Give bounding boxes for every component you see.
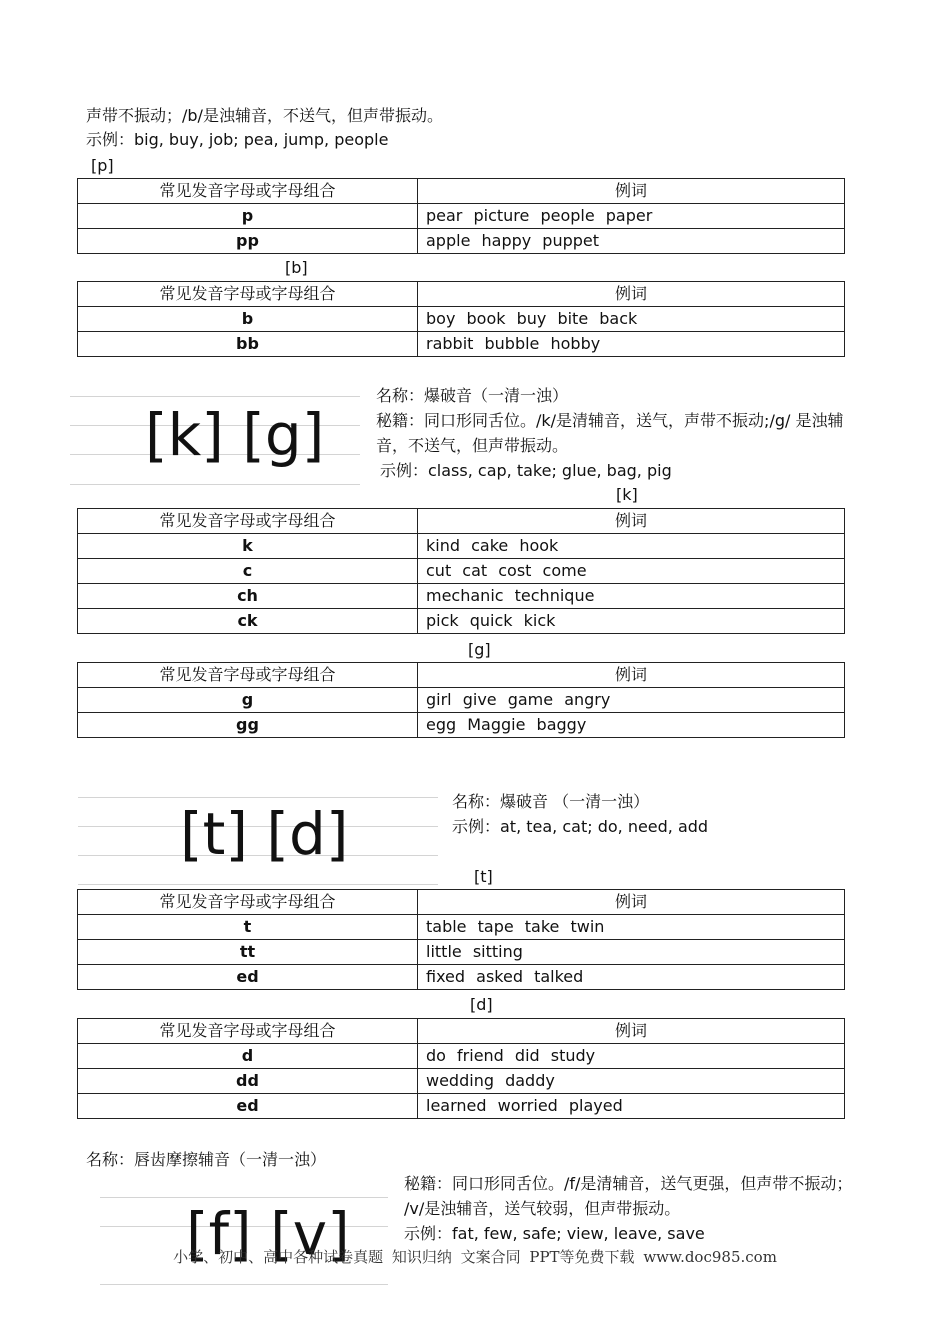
- table-row: [78, 1094, 845, 1119]
- letters-cell: ch: [78, 584, 418, 609]
- table-k: [77, 508, 845, 634]
- table-g: [77, 662, 845, 738]
- header-letters: 常见发音字母或字母组合: [78, 890, 418, 915]
- header-letters: 常见发音字母或字母组合: [78, 179, 418, 204]
- kg-tips-line-2: 音，不送气，但声带振动。: [376, 436, 569, 455]
- table-row: [78, 1044, 845, 1069]
- table-label-d: [d]: [470, 995, 493, 1014]
- table-row: [78, 965, 845, 990]
- kg-name: 名称：爆破音（一清一浊）: [376, 386, 569, 405]
- header-letters: 常见发音字母或字母组合: [78, 509, 418, 534]
- header-words: 例词: [418, 663, 845, 688]
- symbol-kg: [k] [g]: [145, 401, 325, 469]
- letters-cell: pp: [78, 229, 418, 254]
- fv-example: 示例：fat, few, safe; view, leave, save: [404, 1224, 705, 1243]
- intro-example: 示例：big, buy, job; pea, jump, people: [86, 130, 389, 149]
- kg-tips-line-1: 秘籍：同口形同舌位。/k/是清辅音，送气，声带不振动;/g/ 是浊辅: [376, 411, 844, 430]
- words-cell: do friend did study: [418, 1044, 845, 1069]
- table-header-row: [78, 1019, 845, 1044]
- letters-cell: ed: [78, 1094, 418, 1119]
- letters-cell: ed: [78, 965, 418, 990]
- table-t: [77, 889, 845, 990]
- fv-name: 名称：唇齿摩擦辅音（一清一浊）: [86, 1150, 327, 1169]
- table-label-k: [k]: [616, 485, 638, 504]
- letters-cell: b: [78, 307, 418, 332]
- words-cell: girl give game angry: [418, 688, 845, 713]
- symbol-fv-clip: [180, 1195, 350, 1268]
- letters-cell: k: [78, 534, 418, 559]
- words-cell: apple happy puppet: [418, 229, 845, 254]
- words-cell: boy book buy bite back: [418, 307, 845, 332]
- table-header-row: [78, 890, 845, 915]
- letters-cell: tt: [78, 940, 418, 965]
- letters-cell: gg: [78, 713, 418, 738]
- letters-cell: bb: [78, 332, 418, 357]
- table-label-g: [g]: [468, 640, 491, 659]
- table-row: [78, 713, 845, 738]
- table-label-p: [p]: [91, 156, 114, 175]
- letters-cell: dd: [78, 1069, 418, 1094]
- letters-cell: d: [78, 1044, 418, 1069]
- words-cell: learned worried played: [418, 1094, 845, 1119]
- words-cell: wedding daddy: [418, 1069, 845, 1094]
- td-name: 名称：爆破音 （一清一浊）: [452, 792, 650, 811]
- table-row: [78, 229, 845, 254]
- words-cell: fixed asked talked: [418, 965, 845, 990]
- table-p: [77, 178, 845, 254]
- table-d: [77, 1018, 845, 1119]
- words-cell: pick quick kick: [418, 609, 845, 634]
- words-cell: table tape take twin: [418, 915, 845, 940]
- header-words: 例词: [418, 179, 845, 204]
- table-row: [78, 204, 845, 229]
- words-cell: little sitting: [418, 940, 845, 965]
- words-cell: cut cat cost come: [418, 559, 845, 584]
- words-cell: pear picture people paper: [418, 204, 845, 229]
- table-row: [78, 940, 845, 965]
- table-label-b: [b]: [285, 258, 308, 277]
- header-words: 例词: [418, 1019, 845, 1044]
- letters-cell: t: [78, 915, 418, 940]
- table-header-row: [78, 663, 845, 688]
- symbol-fv: [f] [v]: [186, 1200, 350, 1268]
- header-words: 例词: [418, 890, 845, 915]
- table-row: [78, 332, 845, 357]
- header-letters: 常见发音字母或字母组合: [78, 663, 418, 688]
- table-row: [78, 1069, 845, 1094]
- header-letters: 常见发音字母或字母组合: [78, 1019, 418, 1044]
- kg-example: 示例：class, cap, take; glue, bag, pig: [380, 461, 672, 480]
- table-row: [78, 584, 845, 609]
- words-cell: egg Maggie baggy: [418, 713, 845, 738]
- letters-cell: ck: [78, 609, 418, 634]
- table-row: [78, 559, 845, 584]
- words-cell: kind cake hook: [418, 534, 845, 559]
- fv-tips-line-2: /v/是浊辅音，送气较弱，但声带振动。: [404, 1199, 681, 1218]
- symbol-td: [t] [d]: [180, 800, 349, 868]
- table-row: [78, 915, 845, 940]
- table-header-row: [78, 179, 845, 204]
- intro-line-1: 声带不振动；/b/是浊辅音，不送气，但声带振动。: [86, 106, 443, 125]
- table-row: [78, 307, 845, 332]
- letters-cell: p: [78, 204, 418, 229]
- footer-watermark: 小学、初中、高中各种试卷真题 知识归纳 文案合同 PPT等免费下载 www.doc985.com: [173, 1248, 777, 1266]
- table-b: [77, 281, 845, 357]
- letters-cell: c: [78, 559, 418, 584]
- table-row: [78, 534, 845, 559]
- words-cell: rabbit bubble hobby: [418, 332, 845, 357]
- table-row: [78, 609, 845, 634]
- table-header-row: [78, 509, 845, 534]
- table-label-t: [t]: [474, 867, 493, 886]
- letters-cell: g: [78, 688, 418, 713]
- table-row: [78, 688, 845, 713]
- fv-tips-line-1: 秘籍：同口形同舌位。/f/是清辅音，送气更强，但声带不振动；: [404, 1174, 853, 1193]
- header-words: 例词: [418, 509, 845, 534]
- header-words: 例词: [418, 282, 845, 307]
- table-header-row: [78, 282, 845, 307]
- td-example: 示例：at, tea, cat; do, need, add: [452, 817, 709, 836]
- header-letters: 常见发音字母或字母组合: [78, 282, 418, 307]
- words-cell: mechanic technique: [418, 584, 845, 609]
